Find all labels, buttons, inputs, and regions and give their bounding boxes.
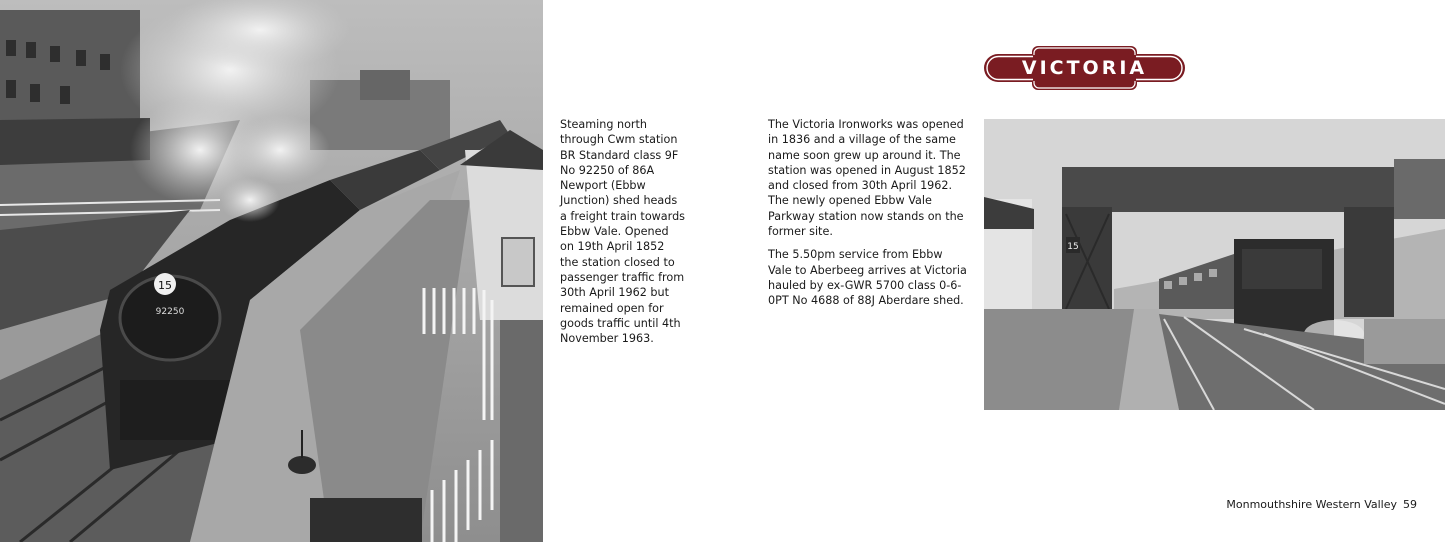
page-number: 59 bbox=[1403, 498, 1417, 511]
photo-victoria-station bbox=[984, 119, 1445, 410]
caption-cwm bbox=[560, 117, 685, 354]
photo-cwm-station bbox=[0, 0, 543, 542]
caption-cwm-text: Steaming north through Cwm station BR Standard class 9F No 92250 of 86A Newport (Ebbw Junction) shed heads a freight train towards Ebbw Vale. Opened on 19th April 1852 the station closed to passenger traffic from 30th April 1962 but remained open for goods traffic until 4th November 1963. bbox=[560, 118, 685, 346]
page-footer bbox=[1226, 498, 1417, 511]
loco-headcode: 15 bbox=[158, 279, 172, 292]
station-sign-label: VICTORIA bbox=[1021, 57, 1148, 79]
station-sign-victoria bbox=[984, 46, 1185, 90]
photo-victoria-station-drawing bbox=[984, 119, 1445, 410]
loco-number: 92250 bbox=[155, 307, 185, 317]
footer-section-title: Monmouthshire Western Valley bbox=[1226, 498, 1397, 511]
caption-victoria-paragraph-2: The 5.50pm service from Ebbw Vale to Aberbeeg arrives at Victoria hauled by ex-GWR 5700 class 0-6-0PT No 4688 of 88J Aberdare shed. bbox=[768, 248, 967, 308]
signal-number: 15 bbox=[1067, 242, 1079, 252]
caption-victoria bbox=[768, 117, 968, 317]
photo-cwm-station-drawing bbox=[0, 0, 543, 542]
caption-victoria-paragraph-1: The Victoria Ironworks was opened in 1836 and a village of the same name soon grew up around it. The station was opened in August 1852 and closed from 30th April 1962. The newly opened Ebbw Vale Parkway station now stands on the former site. bbox=[768, 118, 966, 239]
